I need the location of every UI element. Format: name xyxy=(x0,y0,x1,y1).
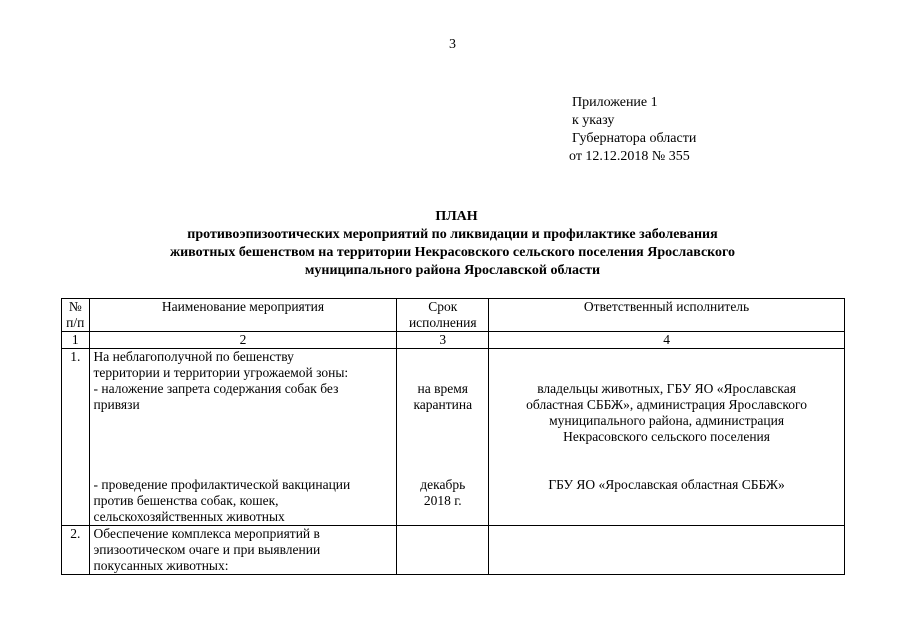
row-text: муниципального района, администрация xyxy=(549,413,785,428)
header-text: № xyxy=(68,299,82,314)
row-name-cell xyxy=(89,526,397,575)
row-text: на время xyxy=(417,381,469,396)
header-text: Срок xyxy=(428,299,458,314)
row-text: Некрасовского сельского поселения xyxy=(563,429,770,444)
appendix-date: от 12.12.2018 № 355 xyxy=(569,149,690,164)
header-text: п/п xyxy=(66,315,85,330)
appendix-line: к указу xyxy=(572,113,615,128)
row-text: покусанных животных: xyxy=(93,558,229,573)
row-number: 2. xyxy=(62,526,90,575)
appendix-line: Губернатора области xyxy=(572,131,697,146)
row-text: карантина xyxy=(413,397,473,412)
column-number: 3 xyxy=(397,332,489,349)
column-number: 1 xyxy=(62,332,90,349)
row-text: сельскохозяйственных животных xyxy=(93,509,285,524)
row-text: Обеспечение комплекса мероприятий в xyxy=(93,526,320,541)
column-number: 4 xyxy=(489,332,845,349)
row-text: эпизоотическом очаге и при выявлении xyxy=(93,542,321,557)
row-text: территории и территории угрожаемой зоны: xyxy=(93,365,349,380)
header-number xyxy=(62,299,90,332)
table-header-row xyxy=(62,299,845,332)
table-row xyxy=(62,526,845,575)
header-text: исполнения xyxy=(408,315,477,330)
table-row xyxy=(62,349,845,526)
row-text: ГБУ ЯО «Ярославская областная СББЖ» xyxy=(548,477,785,492)
row-term-cell xyxy=(397,349,489,526)
row-number: 1. xyxy=(62,349,90,526)
plan-subtitle: противоэпизоотических мероприятий по ликвидации и профилактике заболевания xyxy=(187,227,718,242)
plan-table xyxy=(61,298,845,575)
row-text: привязи xyxy=(93,397,140,412)
row-text: декабрь xyxy=(420,477,466,492)
row-term-cell xyxy=(397,526,489,575)
row-executor-cell xyxy=(489,349,845,526)
row-text: против бешенства собак, кошек, xyxy=(93,493,279,508)
row-text: - проведение профилактической вакцинации xyxy=(93,477,351,492)
header-name: Наименование мероприятия xyxy=(89,299,397,332)
row-text: 2018 г. xyxy=(423,493,462,508)
row-text: - наложение запрета содержания собак без xyxy=(93,381,339,396)
appendix-block xyxy=(569,94,697,166)
header-term xyxy=(397,299,489,332)
plan-heading xyxy=(0,208,905,280)
header-executor: Ответственный исполнитель xyxy=(489,299,845,332)
appendix-line: Приложение 1 xyxy=(572,95,658,110)
column-number-row xyxy=(62,332,845,349)
row-name-cell xyxy=(89,349,397,526)
plan-title: ПЛАН xyxy=(435,209,478,224)
row-text: На неблагополучной по бешенству xyxy=(93,349,294,364)
page-number: 3 xyxy=(449,37,456,52)
row-executor-cell xyxy=(489,526,845,575)
plan-subtitle: животных бешенством на территории Некрасовского сельского поселения Ярославского xyxy=(169,245,736,260)
plan-subtitle: муниципального района Ярославской области xyxy=(304,263,601,278)
column-number: 2 xyxy=(89,332,397,349)
row-text: областная СББЖ», администрация Ярославского xyxy=(526,397,807,412)
row-text: владельцы животных, ГБУ ЯО «Ярославская xyxy=(537,381,796,396)
